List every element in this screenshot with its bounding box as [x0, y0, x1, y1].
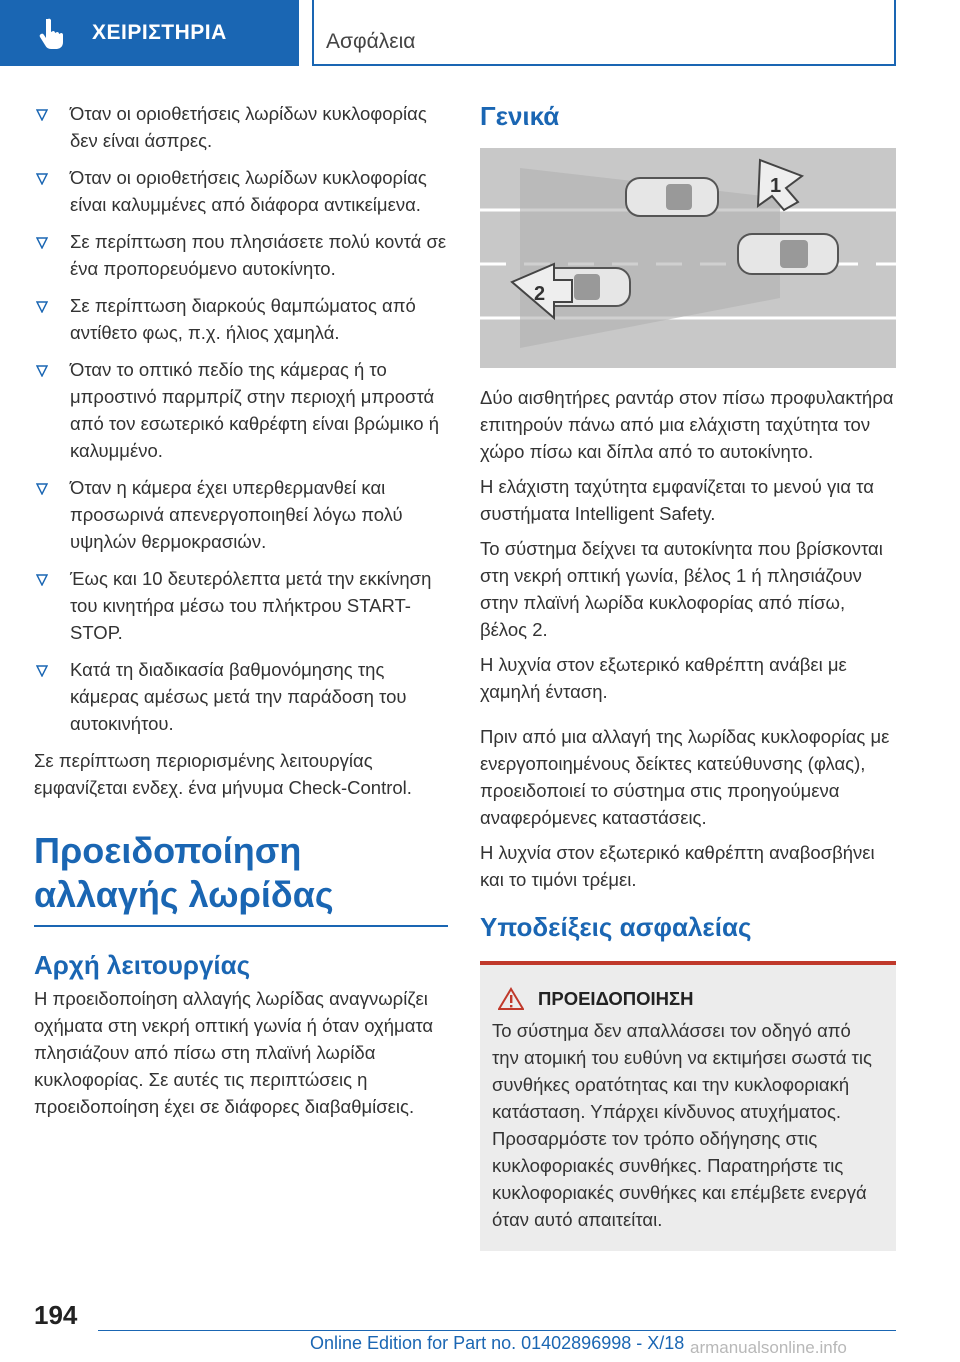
chapter-tab[interactable] [0, 0, 299, 66]
warning-triangle-icon [498, 987, 524, 1011]
lane-change-diagram [480, 148, 896, 368]
paragraph: Η λυχνία στον εξωτερικό καθρέπτη ανάβει με χαμηλή ένταση. [480, 654, 847, 702]
section-heading: Προειδοποίηση αλλαγής λωρίδας [34, 829, 448, 927]
list-item: Όταν το οπτικό πεδίο της κάμερας ή το μπροστινό παρμπρίζ στην περιοχή μπροστά από τον εσωτερικό καθρέφτη είναι βρώμικο ή καλυμμένο. [34, 356, 448, 464]
chapter-tab-label: ΧΕΙΡΙΣΤΗΡΙΑ [92, 21, 227, 44]
subsection-heading-general: Γενικά [480, 101, 560, 131]
paragraph: Το σύστημα δείχνει τα αυτοκίνητα που βρίσκονται στη νεκρή οπτική γωνία, βέλος 1 ή πλησιάζουν στην πλαϊνή λωρίδα κυκλοφορίας από πίσω, βέλος 2. [480, 538, 883, 640]
warning-text: Το σύστημα δεν απαλλάσσει τον οδηγό από την ατομική του ευθύνη να εκτιμήσει σωστά τις συνθήκες ορατότητας και την κυκλοφοριακή κατάσταση. Υπάρχει κίνδυνος ατυχήματος. Προσαρμόστε τον τρόπο οδήγησης στις κυκλοφοριακές συνθήκες. Παρατηρήστε τις κυκλοφοριακές συνθήκες και επέμβετε ενεργά όταν αυτό απαιτείται. [492, 1020, 872, 1230]
list-item: Έως και 10 δευτερόλεπτα μετά την εκκίνηση του κινητήρα μέσω του πλήκτρου START-STOP. [34, 565, 448, 646]
right-column [480, 100, 896, 1251]
section-title: Ασφάλεια [312, 0, 896, 66]
triangle-bullet-icon [36, 574, 48, 586]
figure-label-1: 1 [770, 175, 782, 197]
triangle-bullet-icon [36, 109, 48, 121]
list-item: Όταν η κάμερα έχει υπερθερμανθεί και προσωρινά απενεργοποιηθεί λόγω πολύ υψηλών θερμοκρασιών. [34, 474, 448, 555]
car-own-vehicle [738, 234, 838, 274]
principle-text: Η προειδοποίηση αλλαγής λωρίδας αναγνωρίζει οχήματα στη νεκρή οπτική γωνία ή όταν οχήματα πλησιάζουν από πίσω στη πλαϊνή λωρίδα κυκλοφορίας. Σε αυτές τις περιπτώσεις η προειδοποίηση έχει σε διάφορες διαβαθμίσεις. [34, 988, 434, 1117]
list-item: Όταν οι οριοθετήσεις λωρίδων κυκλοφορίας είναι καλυμμένες από διάφορα αντικείμενα. [34, 164, 448, 218]
hand-pointer-icon [36, 16, 70, 50]
lane-change-illustration [480, 148, 896, 368]
triangle-bullet-icon [36, 483, 48, 495]
paragraph: Η λυχνία στον εξωτερικό καθρέπτη αναβοσβήνει και το τιμόνι τρέμει. [480, 842, 875, 890]
list-item: Κατά τη διαδικασία βαθμονόμησης της κάμερας αμέσως μετά την παράδοση του αυτοκινήτου. [34, 656, 448, 737]
paragraph: Δύο αισθητήρες ραντάρ στον πίσω προφυλακτήρα επιτηρούν πάνω από μια ελάχιστη ταχύτητα τον χώρο πίσω και δίπλα από το αυτοκίνητο. [480, 387, 894, 462]
triangle-bullet-icon [36, 173, 48, 185]
footer-divider [98, 1330, 896, 1331]
figure-label-2: 2 [534, 283, 546, 305]
list-item: Σε περίπτωση διαρκούς θαμπώματος από αντίθετο φως, π.χ. ήλιος χαμηλά. [34, 292, 448, 346]
triangle-bullet-icon [36, 365, 48, 377]
triangle-bullet-icon [36, 665, 48, 677]
watermark: armanualsonline.info [690, 1338, 847, 1357]
subsection-heading-principle: Αρχή λειτουργίας [34, 950, 251, 980]
paragraph: Η ελάχιστη ταχύτητα εμφανίζεται το μενού για τα συστήματα Intelligent Safety. [480, 476, 874, 524]
list-item: Όταν οι οριοθετήσεις λωρίδων κυκλοφορίας δεν είναι άσπρες. [34, 100, 448, 154]
subsection-heading-safety: Υποδείξεις ασφαλείας [480, 912, 752, 942]
triangle-bullet-icon [36, 237, 48, 249]
paragraph: Πριν από μια αλλαγή της λωρίδας κυκλοφορίας με ενεργοποιημένους δείκτες κατεύθυνσης (φλας), προειδοποιεί το σύστημα στις προηγούμενα αναφερόμενες καταστάσεις. [480, 726, 890, 828]
page-number: 194 [34, 1300, 78, 1330]
car-blind-spot [626, 178, 718, 216]
check-control-note: Σε περίπτωση περιορισμένης λειτουργίας εμφανίζεται ενδεχ. ένα μήνυμα Check-Control. [34, 750, 412, 798]
footer-edition: Online Edition for Part no. 01402896998 - X/18 [310, 1333, 685, 1353]
triangle-bullet-icon [36, 301, 48, 313]
list-item: Σε περίπτωση που πλησιάσετε πολύ κοντά σε ένα προπορευόμενο αυτοκίνητο. [34, 228, 448, 282]
page-header [0, 0, 960, 66]
left-column [34, 100, 448, 1128]
warning-box [480, 961, 896, 1251]
warning-title: ΠΡΟΕΙΔΟΠΟΙΗΣΗ [492, 987, 882, 1011]
